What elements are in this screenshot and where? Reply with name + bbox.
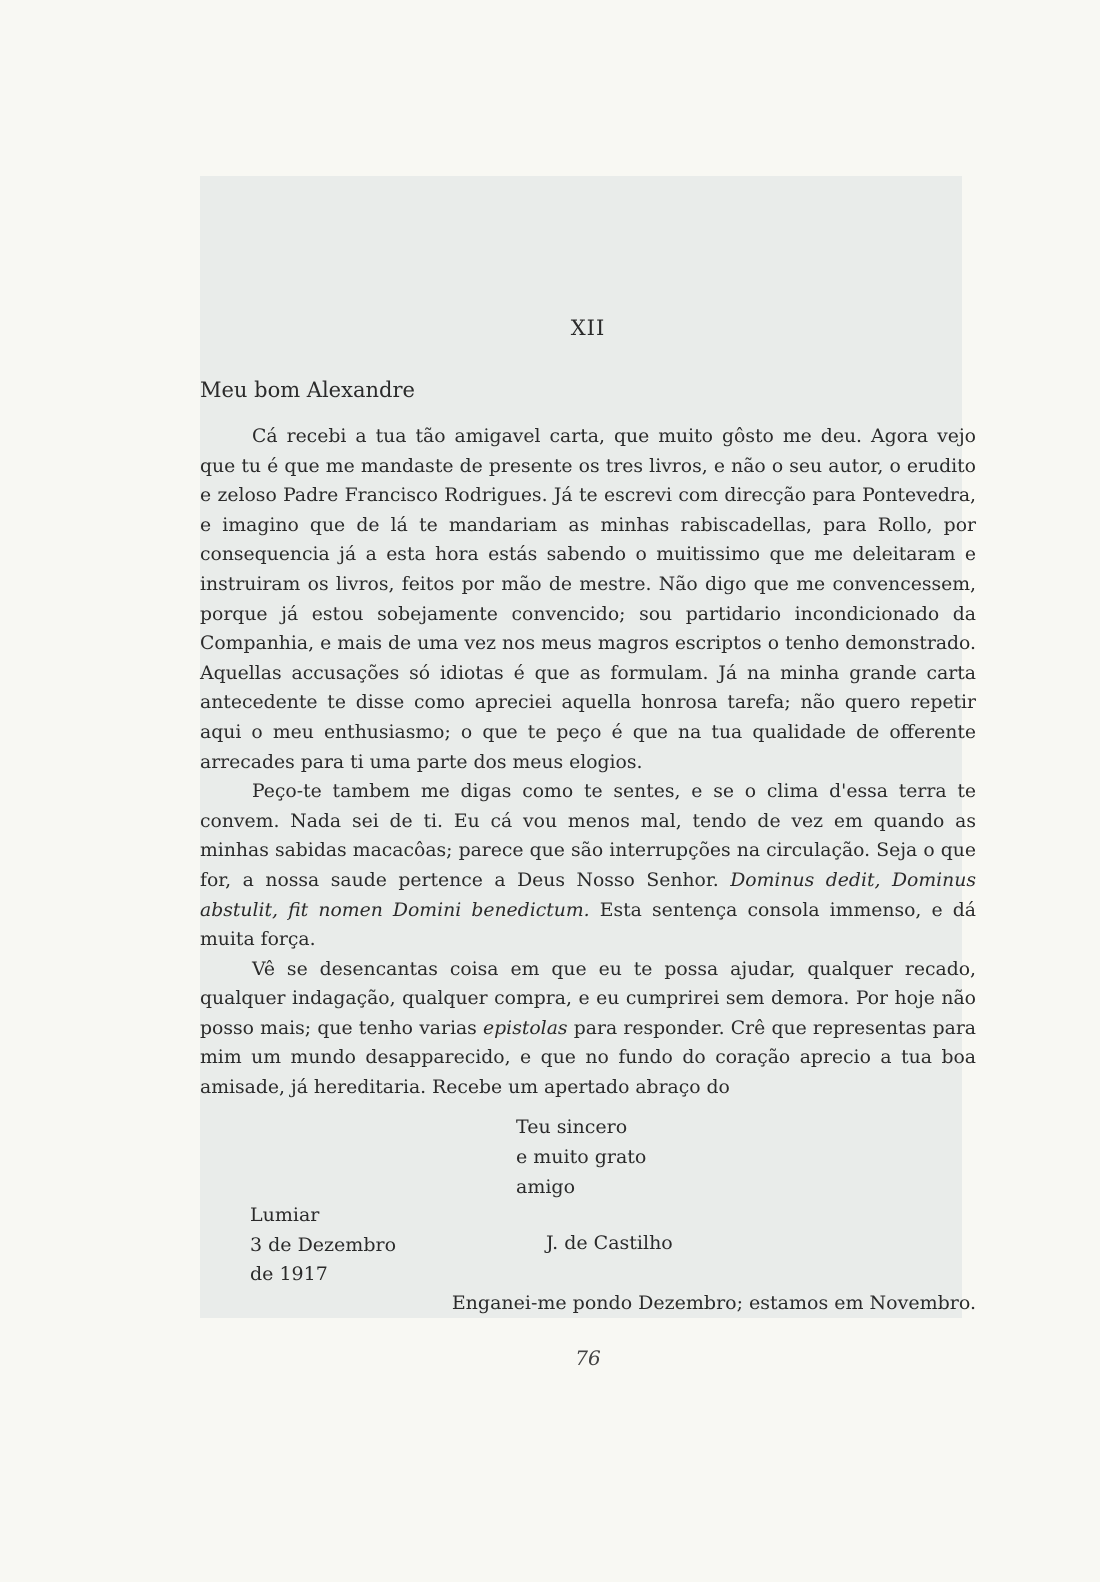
paragraph-2: [200, 777, 976, 955]
paragraph-2-text-a: Peço-te tambem me digas como te sentes, e se o clima d'essa terra te convem. Nada sei de ti. Eu cá vou menos mal, tendo de vez em quando as minhas sabidas macacôas; parece que são interrupções na circulação. Seja o que for, a nossa saude pertence a Deus Nosso Senhor.: [200, 781, 976, 891]
place-and-date: [250, 1201, 396, 1290]
signature: J. de Castilho: [546, 1232, 673, 1254]
page-number: 76: [575, 1346, 601, 1370]
place: Lumiar: [250, 1204, 320, 1226]
paragraph-3-text-a: Vê se desencantas coisa em que eu te possa ajudar, qualquer recado, qualquer indagação, qualquer compra, e eu cumprirei sem demora. Por hoje não posso mais; que tenho varias: [200, 958, 976, 1039]
date: 3 de Dezembro: [250, 1233, 397, 1256]
chapter-number: XII: [570, 316, 606, 340]
letter-body: [200, 422, 976, 1103]
italic-word: epistolas: [483, 1017, 568, 1039]
letter-closing: [516, 1112, 646, 1202]
latin-quote: Dominus dedit, Dominus abstulit, fit nomen Domini benedictum.: [200, 869, 976, 921]
closing-line-1: Teu sincero: [516, 1116, 628, 1138]
year: de 1917: [250, 1263, 328, 1286]
paragraph-3: [200, 955, 976, 1103]
postscript: Enganei-me pondo Dezembro; estamos em Novembro.: [451, 1292, 976, 1314]
paragraph-3-text-b: para responder. Crê que representas para mim um mundo desapparecido, e que no fundo do coração aprecio a tua boa amisade, já hereditaria. Recebe um apertado abraço do: [200, 1017, 976, 1099]
closing-line-3: amigo: [516, 1176, 576, 1198]
paragraph-1: Cá recebi a tua tão amigavel carta, que muito gôsto me deu. Agora vejo que tu é que me mandaste de presente os tres livros, e não o seu autor, o erudito e zeloso Padre Francisco Rodrigues. Já te escrevi com direcção para Pontevedra, e imagino que de lá te mandariam as minhas rabiscadellas, para Rollo, por consequencia já a esta hora estás sabendo o muitissimo que me deleitaram e instruiram os livros, feitos por mão de mestre. Não digo que me convencessem, porque já estou sobejamente convencido; sou partidario incondicionado da Companhia, e mais de uma vez nos meus magros escriptos o tenho demonstrado. Aquellas accusações só idiotas é que as formulam. Já na minha grande carta antecedente te disse como apreciei aquella honrosa tarefa; não quero repetir aqui o meu enthusiasmo; o que te peço é que na tua qualidade de offerente arrecades para ti uma parte dos meus elogios.: [200, 426, 976, 773]
paragraph-2-text-b: Esta sentença consola immenso, e dá muita força.: [200, 899, 976, 951]
letter-salutation: Meu bom Alexandre: [200, 378, 415, 402]
closing-line-2: e muito grato: [516, 1146, 647, 1168]
